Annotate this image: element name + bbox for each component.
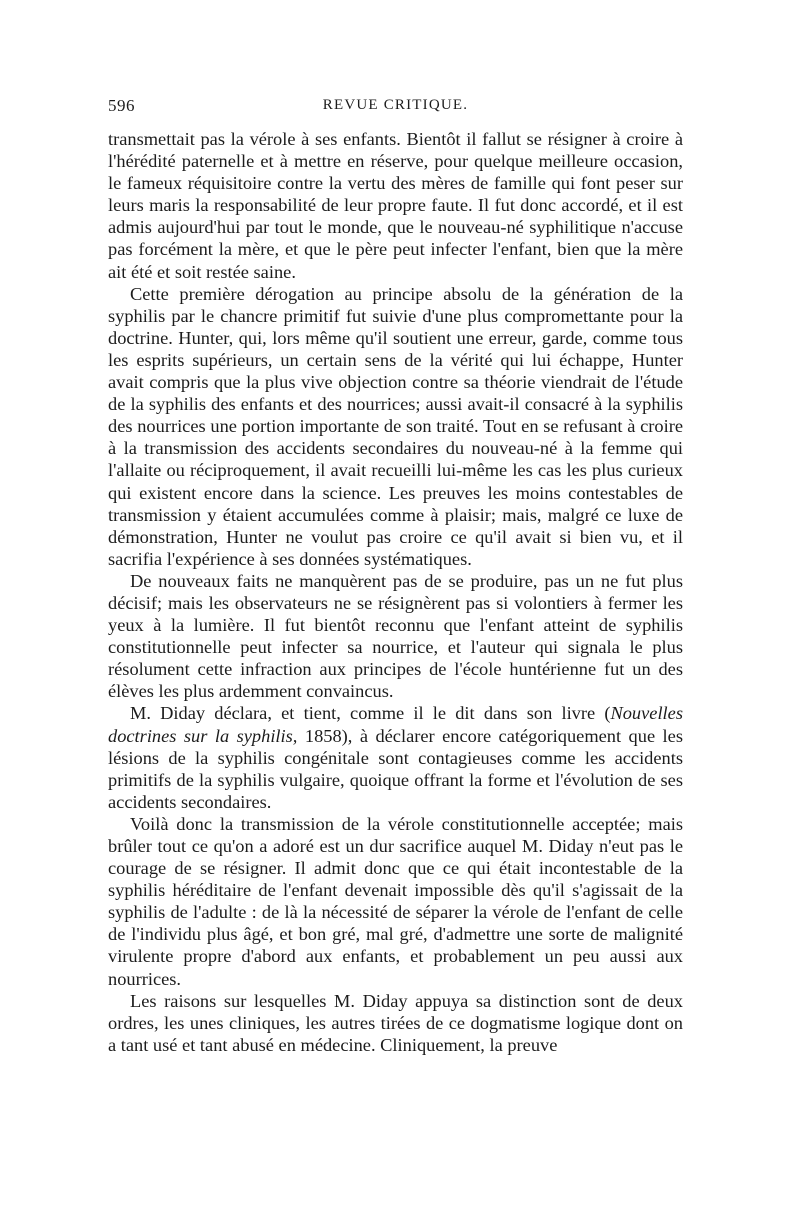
paragraph xyxy=(108,702,683,812)
paragraph: Voilà donc la transmission de la vérole constitutionnelle acceptée; mais brûler tout ce qu'on a adoré est un dur sacrifice auquel M. Diday n'eut pas le courage de se résigner. Il admit donc que ce qui était incontestable de la syphilis héréditaire de l'enfant devenait impossible dès qu'il s'agissait de la syphilis de l'adulte : de là la nécessité de séparer la vérole de l'enfant de celle de l'individu plus âgé, et bon gré, mal gré, d'admettre une sorte de malignité virulente propre d'abord aux enfants, et probablement un peu aussi aux nourrices. xyxy=(108,813,683,989)
journal-title: REVUE CRITIQUE. xyxy=(322,97,469,113)
paragraph: Cette première dérogation au principe absolu de la génération de la syphilis par le chancre primitif fut suivie d'une plus compromettante pour la doctrine. Hunter, qui, lors même qu'il soutient une erreur, garde, comme tous les esprits supérieurs, un certain sens de la vérité qui lui échappe, Hunter avait compris que la plus vive objection contre sa théorie viendrait de l'étude de la syphilis des enfants et des nourrices; aussi avait-il consacré à la syphilis des nourrices une portion importante de son traité. Tout en se refusant à croire à la transmission des accidents secondaires du nouveau-né à la femme qui l'allaite ou réciproquement, il avait recueilli lui-même les cas les plus curieux qui existent encore dans la science. Les preuves les moins contestables de transmission y étaient accumulées comme à plaisir; mais, malgré ce luxe de démonstration, Hunter ne voulut pas croire ce qu'il avait si bien vu, et il sacrifia l'expérience à ses données systématiques. xyxy=(108,283,683,569)
paragraph: Les raisons sur lesquelles M. Diday appuya sa distinction sont de deux ordres, les unes cliniques, les autres tirées de ce dogmatisme logique dont on a tant usé et tant abusé en médecine. Cliniquement, la preuve xyxy=(108,990,683,1055)
paragraph: De nouveaux faits ne manquèrent pas de se produire, pas un ne fut plus décisif; mais les observateurs ne se résignèrent pas si volontiers à fermer les yeux à la lumière. Il fut bientôt reconnu que l'enfant atteint de syphilis constitutionnelle peut infecter sa nourrice, et l'auteur qui signala le plus résolument cette infraction aux principes de l'école huntérienne fut un des élèves les plus ardemment convaincus. xyxy=(108,570,683,702)
paragraph-text: 1858), à déclarer encore catégoriquement que les lésions de la syphilis congénitale sont contagieuses comme les accidents primitifs de la syphilis vulgaire, quoique offrant la forme et l'évolution de ses accidents secondaires. xyxy=(108,725,683,812)
book-page xyxy=(108,96,683,1056)
book-citation: Nouvelles doctrines sur la syphilis, xyxy=(108,703,683,746)
running-head xyxy=(108,96,683,122)
page-number: 596 xyxy=(108,96,135,115)
body-text xyxy=(108,128,683,1056)
paragraph: transmettait pas la vérole à ses enfants. Bientôt il fallut se résigner à croire à l'hérédité paternelle et à mettre en réserve, pour quelque meilleure occasion, le fameux réquisitoire contre la vertu des mères de famille qui font peser sur leurs maris la responsabilité de leur propre faute. Il fut donc accordé, et il est admis aujourd'hui par tout le monde, que le nouveau-né syphilitique n'accuse pas forcément la mère, et que le père peut infecter l'enfant, bien que la mère ait été et soit restée saine. xyxy=(108,129,683,282)
paragraph-text: M. Diday déclara, et tient, comme il le dit dans son livre ( xyxy=(130,703,611,724)
